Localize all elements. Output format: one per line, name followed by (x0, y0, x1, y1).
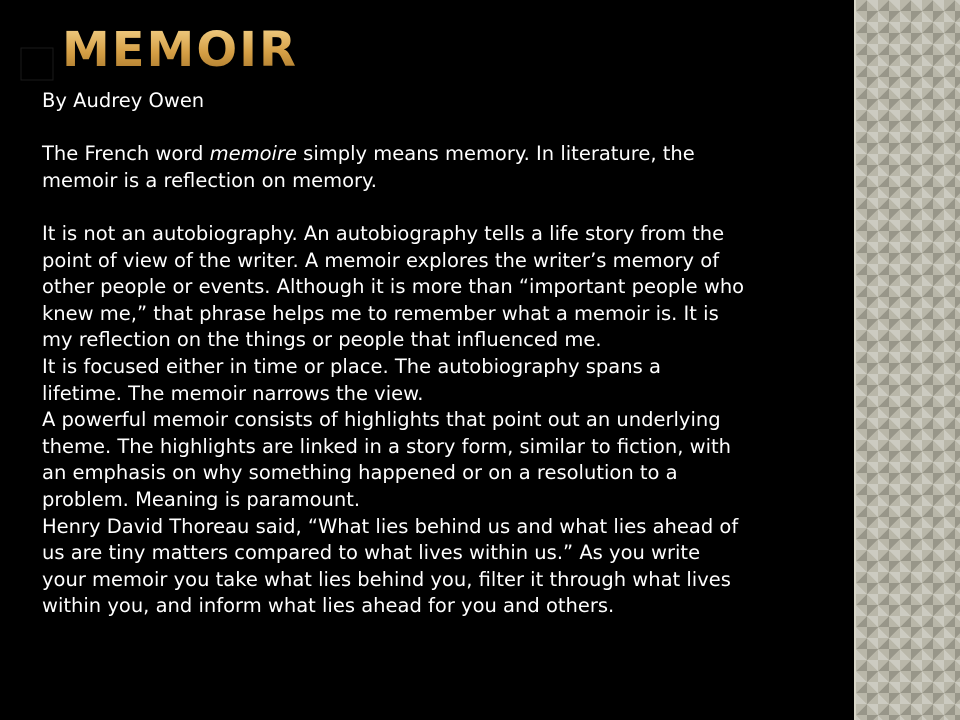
paragraph-line: It is focused either in time or place. The autobiography spans a (42, 354, 661, 378)
paragraph-line: memoir is a reflection on memory. (42, 168, 377, 192)
byline: By Audrey Owen (42, 89, 205, 112)
paragraph-line: my reflection on the things or people that influenced me. (42, 328, 602, 352)
decorative-pattern-band (856, 0, 960, 720)
paragraph-line: your memoir you take what lies behind you, filter it through what lives (42, 567, 731, 591)
slide-body (42, 88, 842, 620)
paragraph-line: other people or events. Although it is more than “important people who (42, 275, 745, 299)
italic-term: memoire (209, 142, 297, 166)
paragraph-line: within you, and inform what lies ahead for you and others. (42, 594, 615, 618)
paragraph-line (42, 141, 842, 168)
paragraph-line: lifetime. The memoir narrows the view. (42, 381, 424, 405)
paragraph-line: problem. Meaning is paramount. (42, 487, 361, 511)
paragraph-line: theme. The highlights are linked in a story form, similar to fiction, with (42, 434, 731, 458)
text-run: simply means memory. In literature, the (296, 142, 695, 166)
paragraph-line: A powerful memoir consists of highlights that point out an underlying (42, 408, 721, 432)
paragraph-line: knew me,” that phrase helps me to remember what a memoir is. It is (42, 301, 719, 325)
paragraph-line: us are tiny matters compared to what lives within us.” As you write (42, 541, 701, 565)
text-run: The French word (42, 142, 210, 166)
paragraph-line: an emphasis on why something happened or on a resolution to a (42, 461, 678, 485)
slide-title: MEMOIR (62, 22, 298, 78)
square-bullet-icon (20, 47, 54, 81)
paragraph-line: point of view of the writer. A memoir explores the writer’s memory of (42, 248, 720, 272)
paragraph-line: Henry David Thoreau said, “What lies behind us and what lies ahead of (42, 514, 739, 538)
paragraph-line: It is not an autobiography. An autobiography tells a life story from the (42, 221, 725, 245)
